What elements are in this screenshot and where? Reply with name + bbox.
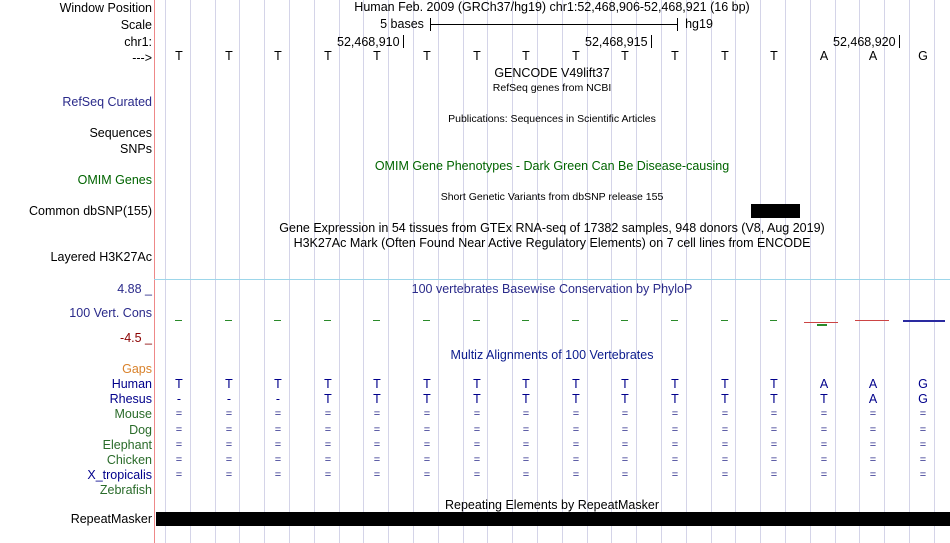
alignment-cell: =	[373, 408, 381, 420]
alignment-cell: =	[572, 439, 580, 451]
omim-track-title: OMIM Gene Phenotypes - Dark Green Can Be Disease-causing	[374, 159, 730, 173]
grid-line	[363, 0, 364, 543]
alignment-cell: =	[324, 469, 332, 481]
alignment-cell: T	[423, 377, 431, 391]
alignment-cell: =	[770, 408, 778, 420]
alignment-cell: =	[225, 408, 233, 420]
alignment-cell: =	[621, 454, 629, 466]
alignment-cell: =	[324, 439, 332, 451]
phylop-blue-mark	[903, 320, 945, 322]
scale-db: hg19	[685, 17, 713, 31]
phylop-track-label[interactable]: 100 Vert. Cons	[69, 306, 152, 320]
grid-line	[487, 0, 488, 543]
alignment-cell: T	[522, 377, 530, 391]
strand-label: --->	[132, 51, 152, 65]
base-letter: T	[274, 49, 282, 63]
grid-line	[388, 0, 389, 543]
alignment-cell: =	[671, 469, 679, 481]
alignment-cell: =	[820, 424, 828, 436]
scale-text: 5 bases	[380, 17, 424, 31]
species-label-x_tropicalis[interactable]: X_tropicalis	[87, 468, 152, 482]
alignment-cell: =	[175, 469, 183, 481]
phylop-negative-wave	[804, 322, 838, 323]
alignment-cell: =	[919, 454, 927, 466]
species-label-zebrafish[interactable]: Zebrafish	[99, 483, 152, 497]
base-letter: T	[621, 49, 629, 63]
alignment-cell: =	[423, 454, 431, 466]
alignment-cell: T	[572, 392, 580, 406]
alignment-cell: =	[225, 454, 233, 466]
refseq-track-label[interactable]: RefSeq Curated	[62, 95, 152, 109]
alignment-cell: =	[869, 454, 877, 466]
grid-line	[711, 0, 712, 543]
phylop-score-mark	[721, 320, 728, 321]
base-letter: T	[423, 49, 431, 63]
alignment-cell: =	[522, 424, 530, 436]
alignment-cell: =	[274, 424, 282, 436]
alignment-cell: =	[621, 469, 629, 481]
alignment-cell: =	[423, 439, 431, 451]
grid-line	[735, 0, 736, 543]
grid-line	[859, 0, 860, 543]
label-separator	[154, 0, 155, 543]
alignment-cell: =	[820, 439, 828, 451]
alignment-cell: =	[770, 424, 778, 436]
repeatmasker-track-label[interactable]: RepeatMasker	[70, 512, 152, 526]
grid-line	[438, 0, 439, 543]
alignment-cell: =	[373, 469, 381, 481]
alignment-cell: T	[770, 392, 778, 406]
alignment-cell: =	[919, 424, 927, 436]
alignment-cell: =	[572, 469, 580, 481]
phylop-track-title: 100 vertebrates Basewise Conservation by PhyloP	[411, 282, 693, 296]
base-letter: T	[373, 49, 381, 63]
alignment-cell: =	[820, 454, 828, 466]
dbsnp-track-title: Short Genetic Variants from dbSNP release 155	[440, 191, 664, 203]
chrom-label: chr1:	[124, 35, 152, 49]
alignment-cell: T	[473, 392, 481, 406]
alignment-cell: =	[522, 408, 530, 420]
scale-label: Scale	[120, 18, 152, 32]
coord-tick-label: 52,468,920	[833, 35, 896, 49]
base-letter: T	[175, 49, 183, 63]
grid-line	[686, 0, 687, 543]
alignment-cell: =	[423, 424, 431, 436]
alignment-cell: =	[522, 469, 530, 481]
phylop-max-label: 4.88 _	[117, 282, 152, 296]
publications-track-title: Publications: Sequences in Scientific Articles	[448, 113, 656, 125]
alignment-cell: =	[919, 469, 927, 481]
grid-line	[165, 0, 166, 543]
alignment-cell: =	[225, 424, 233, 436]
base-letter: T	[225, 49, 233, 63]
base-letter: T	[572, 49, 580, 63]
phylop-score-mark	[175, 320, 182, 321]
alignment-cell: T	[274, 377, 282, 391]
window-position-text: Human Feb. 2009 (GRCh37/hg19) chr1:52,468,906-52,468,921 (16 bp)	[354, 0, 750, 14]
alignment-cell: =	[522, 439, 530, 451]
repeatmasker-element[interactable]	[156, 512, 950, 526]
dbsnp-variant-block[interactable]	[751, 204, 800, 218]
multiz-track-title: Multiz Alignments of 100 Vertebrates	[450, 348, 654, 362]
base-letter: T	[671, 49, 679, 63]
snps-track-label[interactable]: SNPs	[120, 142, 152, 156]
grid-line	[339, 0, 340, 543]
alignment-cell: T	[522, 392, 530, 406]
alignment-cell: =	[869, 424, 877, 436]
alignment-cell: =	[175, 454, 183, 466]
repeatmasker-track-title: Repeating Elements by RepeatMasker	[444, 498, 660, 512]
phylop-min-label: -4.5 _	[120, 331, 152, 345]
phylop-score-mark	[324, 320, 331, 321]
species-label-mouse[interactable]: Mouse	[114, 407, 152, 421]
alignment-cell: =	[572, 408, 580, 420]
alignment-cell: T	[225, 377, 233, 391]
alignment-cell: =	[324, 408, 332, 420]
alignment-cell: =	[274, 454, 282, 466]
phylop-score-mark	[671, 320, 678, 321]
alignment-cell: =	[671, 439, 679, 451]
alignment-cell: T	[175, 377, 183, 391]
grid-line	[661, 0, 662, 543]
base-letter: T	[473, 49, 481, 63]
alignment-cell: =	[423, 408, 431, 420]
grid-line	[264, 0, 265, 543]
alignment-cell: =	[869, 439, 877, 451]
species-label-human[interactable]: Human	[111, 377, 152, 391]
base-letter: A	[819, 49, 829, 63]
grid-line	[636, 0, 637, 543]
alignment-cell: =	[671, 424, 679, 436]
grid-line	[190, 0, 191, 543]
coord-tick	[899, 35, 900, 48]
grid-line	[289, 0, 290, 543]
phylop-score-mark	[522, 320, 529, 321]
coord-tick	[403, 35, 404, 48]
alignment-cell: =	[225, 469, 233, 481]
alignment-cell: =	[919, 408, 927, 420]
alignment-cell: =	[175, 424, 183, 436]
alignment-cell: =	[423, 469, 431, 481]
alignment-cell: T	[324, 392, 332, 406]
alignment-cell: =	[919, 439, 927, 451]
alignment-cell: =	[373, 439, 381, 451]
alignment-cell: =	[770, 454, 778, 466]
base-letter: T	[324, 49, 332, 63]
phylop-score-mark	[621, 320, 628, 321]
alignment-cell: T	[621, 377, 629, 391]
alignment-cell: =	[721, 439, 729, 451]
alignment-cell: G	[918, 377, 928, 391]
alignment-cell: =	[770, 439, 778, 451]
phylop-score-mark	[423, 320, 430, 321]
window-position-label: Window Position	[59, 1, 152, 15]
alignment-cell: =	[671, 454, 679, 466]
alignment-cell: =	[373, 454, 381, 466]
alignment-cell: =	[473, 408, 481, 420]
species-label-elephant[interactable]: Elephant	[102, 438, 152, 452]
base-letter: T	[522, 49, 530, 63]
grid-line	[909, 0, 910, 543]
alignment-cell: =	[621, 439, 629, 451]
alignment-cell: =	[721, 408, 729, 420]
grid-line	[463, 0, 464, 543]
sequences-track-label[interactable]: Sequences	[89, 126, 152, 140]
h3k27-track-label[interactable]: Layered H3K27Ac	[50, 250, 152, 264]
alignment-cell: =	[373, 424, 381, 436]
alignment-cell: A	[868, 392, 878, 406]
grid-line	[934, 0, 935, 543]
alignment-cell: A	[868, 377, 878, 391]
alignment-cell: T	[324, 377, 332, 391]
phylop-score-mark	[770, 320, 777, 321]
coord-tick	[651, 35, 652, 48]
phylop-score-mark	[473, 320, 480, 321]
alignment-cell: =	[324, 424, 332, 436]
base-letter: T	[770, 49, 778, 63]
grid-line	[215, 0, 216, 543]
scale-bar-left-tick	[430, 18, 431, 31]
scale-bar	[430, 24, 678, 25]
track-divider	[154, 279, 950, 280]
alignment-cell: T	[770, 377, 778, 391]
coord-tick-label: 52,468,915	[585, 35, 648, 49]
alignment-cell: T	[423, 392, 431, 406]
alignment-cell: T	[473, 377, 481, 391]
base-letter: G	[918, 49, 928, 63]
grid-line	[239, 0, 240, 543]
omim-track-label[interactable]: OMIM Genes	[77, 173, 152, 187]
alignment-cell: =	[175, 408, 183, 420]
grid-line	[810, 0, 811, 543]
alignment-cell: =	[621, 424, 629, 436]
gencode-track-title: GENCODE V49lift37	[494, 66, 610, 80]
species-label-dog[interactable]: Dog	[129, 423, 152, 437]
phylop-score-mark	[572, 320, 579, 321]
alignment-cell: =	[324, 454, 332, 466]
alignment-cell: =	[473, 454, 481, 466]
grid-line	[835, 0, 836, 543]
alignment-cell: -	[176, 392, 182, 406]
alignment-cell: =	[572, 454, 580, 466]
alignment-cell: =	[473, 439, 481, 451]
alignment-cell: =	[473, 469, 481, 481]
h3k27-track-title: H3K27Ac Mark (Often Found Near Active Regulatory Elements) on 7 cell lines from ENCODE	[293, 236, 811, 250]
alignment-cell: =	[225, 439, 233, 451]
alignment-cell: T	[721, 392, 729, 406]
species-label-rhesus[interactable]: Rhesus	[109, 392, 152, 406]
base-letter: T	[721, 49, 729, 63]
alignment-cell: =	[671, 408, 679, 420]
dbsnp-track-label[interactable]: Common dbSNP(155)	[29, 204, 152, 218]
grid-line	[884, 0, 885, 543]
alignment-cell: T	[373, 392, 381, 406]
alignment-cell: =	[572, 424, 580, 436]
alignment-cell: =	[869, 408, 877, 420]
alignment-cell: =	[621, 408, 629, 420]
base-letter: A	[868, 49, 878, 63]
alignment-cell: =	[721, 469, 729, 481]
alignment-cell: G	[918, 392, 928, 406]
grid-line	[413, 0, 414, 543]
gtex-track-title: Gene Expression in 54 tissues from GTEx RNA-seq of 17382 samples, 948 donors (V8, Aug 2019)	[279, 221, 825, 235]
alignment-cell: =	[721, 424, 729, 436]
alignment-cell: A	[819, 377, 829, 391]
alignment-cell: -	[275, 392, 281, 406]
alignment-cell: T	[721, 377, 729, 391]
alignment-cell: =	[869, 469, 877, 481]
grid-line	[314, 0, 315, 543]
phylop-score-mark	[373, 320, 380, 321]
alignment-cell: T	[671, 392, 679, 406]
alignment-cell: T	[572, 377, 580, 391]
alignment-cell: =	[175, 439, 183, 451]
alignment-cell: =	[274, 408, 282, 420]
alignment-cell: =	[274, 469, 282, 481]
alignment-cell: T	[671, 377, 679, 391]
alignment-cell: =	[721, 454, 729, 466]
alignment-cell: T	[820, 392, 828, 406]
alignment-cell: -	[226, 392, 232, 406]
alignment-cell: =	[473, 424, 481, 436]
refseq-track-subtitle: RefSeq genes from NCBI	[492, 82, 612, 94]
alignment-cell: T	[373, 377, 381, 391]
phylop-positive-mark	[817, 324, 827, 326]
alignment-cell: T	[621, 392, 629, 406]
scale-bar-right-tick	[677, 18, 678, 31]
alignment-cell: =	[820, 408, 828, 420]
alignment-cell: =	[770, 469, 778, 481]
alignment-cell: =	[820, 469, 828, 481]
alignment-cell: =	[274, 439, 282, 451]
grid-line	[760, 0, 761, 543]
grid-line	[785, 0, 786, 543]
phylop-score-mark	[274, 320, 281, 321]
phylop-negative-wave	[855, 320, 889, 321]
species-label-chicken[interactable]: Chicken	[106, 453, 152, 467]
alignment-cell: =	[522, 454, 530, 466]
phylop-score-mark	[225, 320, 232, 321]
coord-tick-label: 52,468,910	[337, 35, 400, 49]
gaps-track-label[interactable]: Gaps	[122, 362, 152, 376]
